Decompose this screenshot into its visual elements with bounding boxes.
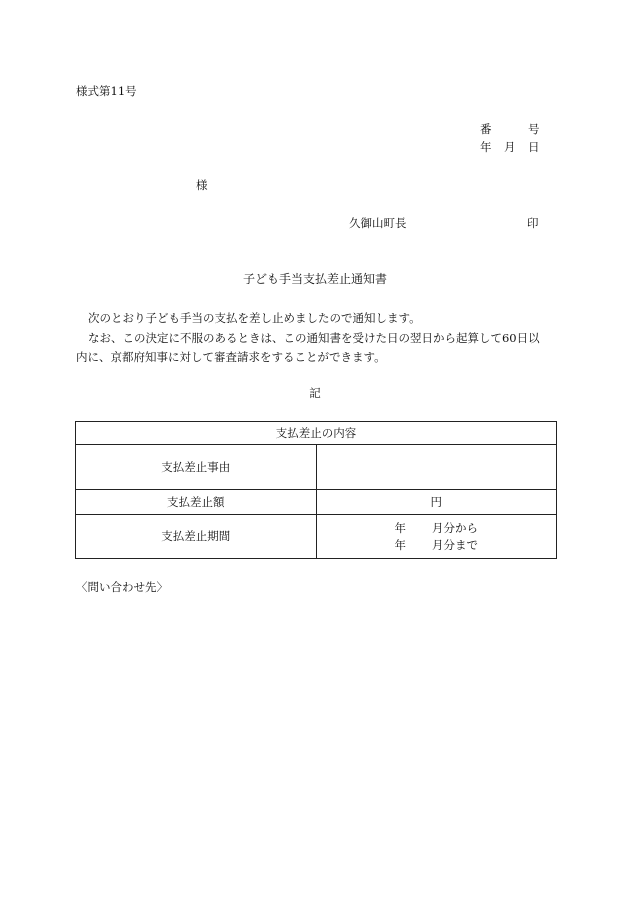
issuer-name: 久御山町長 [349, 216, 407, 230]
period-from-month: 月分から [432, 520, 478, 535]
contact-heading: 〈問い合わせ先〉 [76, 580, 168, 594]
table-row [76, 490, 557, 515]
date-day-label: 日 [528, 140, 540, 154]
number-label-suffix: 号 [528, 122, 540, 136]
table-caption-row [76, 422, 557, 445]
period-to-year: 年 [394, 537, 406, 552]
period-from-line [317, 520, 557, 537]
ki-mark: 記 [309, 386, 321, 400]
recipient-suffix: 様 [196, 178, 208, 192]
body-paragraph-2-line-2: 内に、京都府知事に対して審査請求をすることができます。 [76, 350, 386, 364]
reason-label: 支払差止事由 [76, 445, 317, 490]
amount-unit: 円 [316, 490, 557, 515]
number-label: 番 [480, 122, 492, 136]
amount-label: 支払差止額 [76, 490, 317, 515]
table-row [76, 445, 557, 490]
suspension-details-table [75, 421, 557, 559]
table-row [76, 515, 557, 559]
period-from-year: 年 [394, 520, 406, 535]
date-month-label: 月 [504, 140, 516, 154]
document-title: 子ども手当支払差止通知書 [242, 272, 387, 286]
table-caption: 支払差止の内容 [76, 422, 557, 445]
period-to-month: 月分まで [432, 537, 478, 552]
period-to-line [317, 537, 557, 554]
period-label: 支払差止期間 [76, 515, 317, 559]
body-paragraph-1: 次のとおり子ども手当の支払を差し止めましたので通知します。 [88, 311, 421, 325]
body-paragraph-2-line-1: なお、この決定に不服のあるときは、この通知書を受けた日の翌日から起算して60日以 [88, 330, 540, 345]
seal-label: 印 [527, 216, 539, 230]
period-value [316, 515, 557, 559]
form-number: 様式第11号 [76, 84, 137, 98]
reason-value [316, 445, 557, 490]
body-text [76, 309, 558, 368]
date-year-label: 年 [480, 140, 492, 154]
